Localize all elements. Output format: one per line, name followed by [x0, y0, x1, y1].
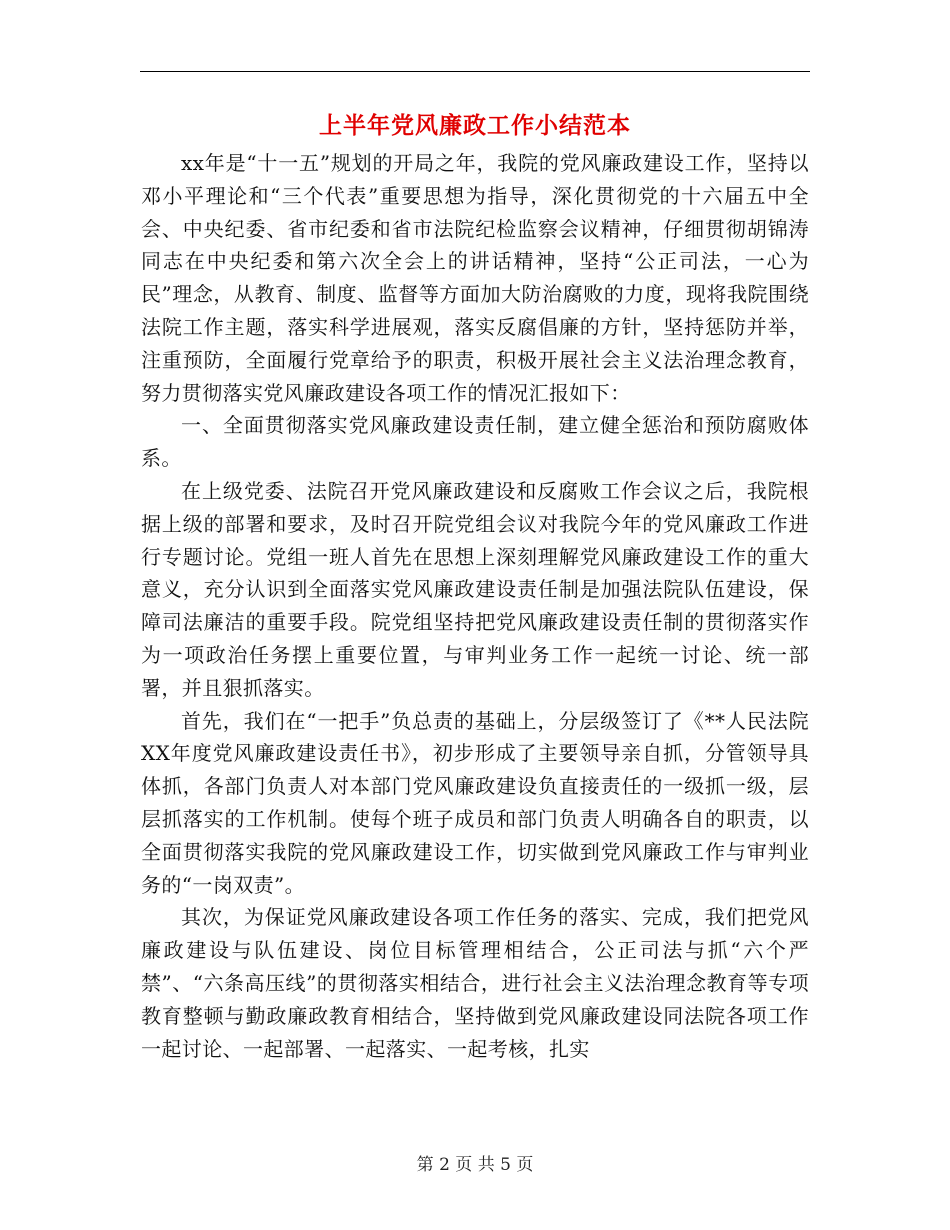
header-rule — [140, 71, 810, 72]
paragraph-intro: xx年是“十一五”规划的开局之年，我院的党风廉政建设工作，坚持以邓小平理论和“三个代表”重要思想为指导，深化贯彻党的十六届五中全会、中央纪委、省市纪委和省市法院纪检监察会议精神，仔细贯彻胡锦涛同志在中央纪委和第六次全会上的讲话精神，坚持“公正司法，一心为民”理念，从教育、制度、监督等方面加大防治腐败的力度，现将我院围绕法院工作主题，落实科学进展观，落实反腐倡廉的方针，坚持惩防并举，注重预防，全面履行党章给予的职责，积极开展社会主义法治理念教育，努力贯彻落实党风廉政建设各项工作的情况汇报如下： — [141, 151, 809, 405]
page-number-footer: 第 2 页 共 5 页 — [416, 1155, 534, 1175]
document-title: 上半年党风廉政工作小结范本 — [319, 113, 631, 139]
paragraph-first: 首先，我们在“一把手”负总责的基础上，分层级签订了《**人民法院XX年度党风廉政建设责任书》，初步形成了主要领导亲自抓，分管领导具体抓，各部门负责人对本部门党风廉政建设负直接责任的一级抓一级，层层抓落实的工作机制。使每个班子成员和部门负责人明确各自的职责，以全面贯彻落实我院的党风廉政建设工作，切实做到党风廉政工作与审判业务的“一岗双责”。 — [141, 708, 809, 897]
section-heading-1: 一、全面贯彻落实党风廉政建设责任制，建立健全惩治和预防腐败体系。 — [141, 413, 809, 471]
paragraph-second: 其次，为保证党风廉政建设各项工作任务的落实、完成，我们把党风廉政建设与队伍建设、岗位目标管理相结合，公正司法与抓“六个严禁”、“六条高压线”的贯彻落实相结合，进行社会主义法治理念教育等专项教育整顿与勤政廉政教育相结合，坚持做到党风廉政建设同法院各项工作一起讨论、一起部署、一起落实、一起考核，扎实 — [141, 905, 809, 1061]
document-body — [141, 147, 809, 1065]
paragraph-meeting: 在上级党委、法院召开党风廉政建设和反腐败工作会议之后，我院根据上级的部署和要求，及时召开院党组会议对我院今年的党风廉政工作进行专题讨论。党组一班人首先在思想上深刻理解党风廉政建设工作的重大意义，充分认识到全面落实党风廉政建设责任制是加强法院队伍建设，保障司法廉洁的重要手段。院党组坚持把党风廉政建设责任制的贯彻落实作为一项政治任务摆上重要位置，与审判业务工作一起统一讨论、统一部署，并且狠抓落实。 — [141, 478, 809, 700]
